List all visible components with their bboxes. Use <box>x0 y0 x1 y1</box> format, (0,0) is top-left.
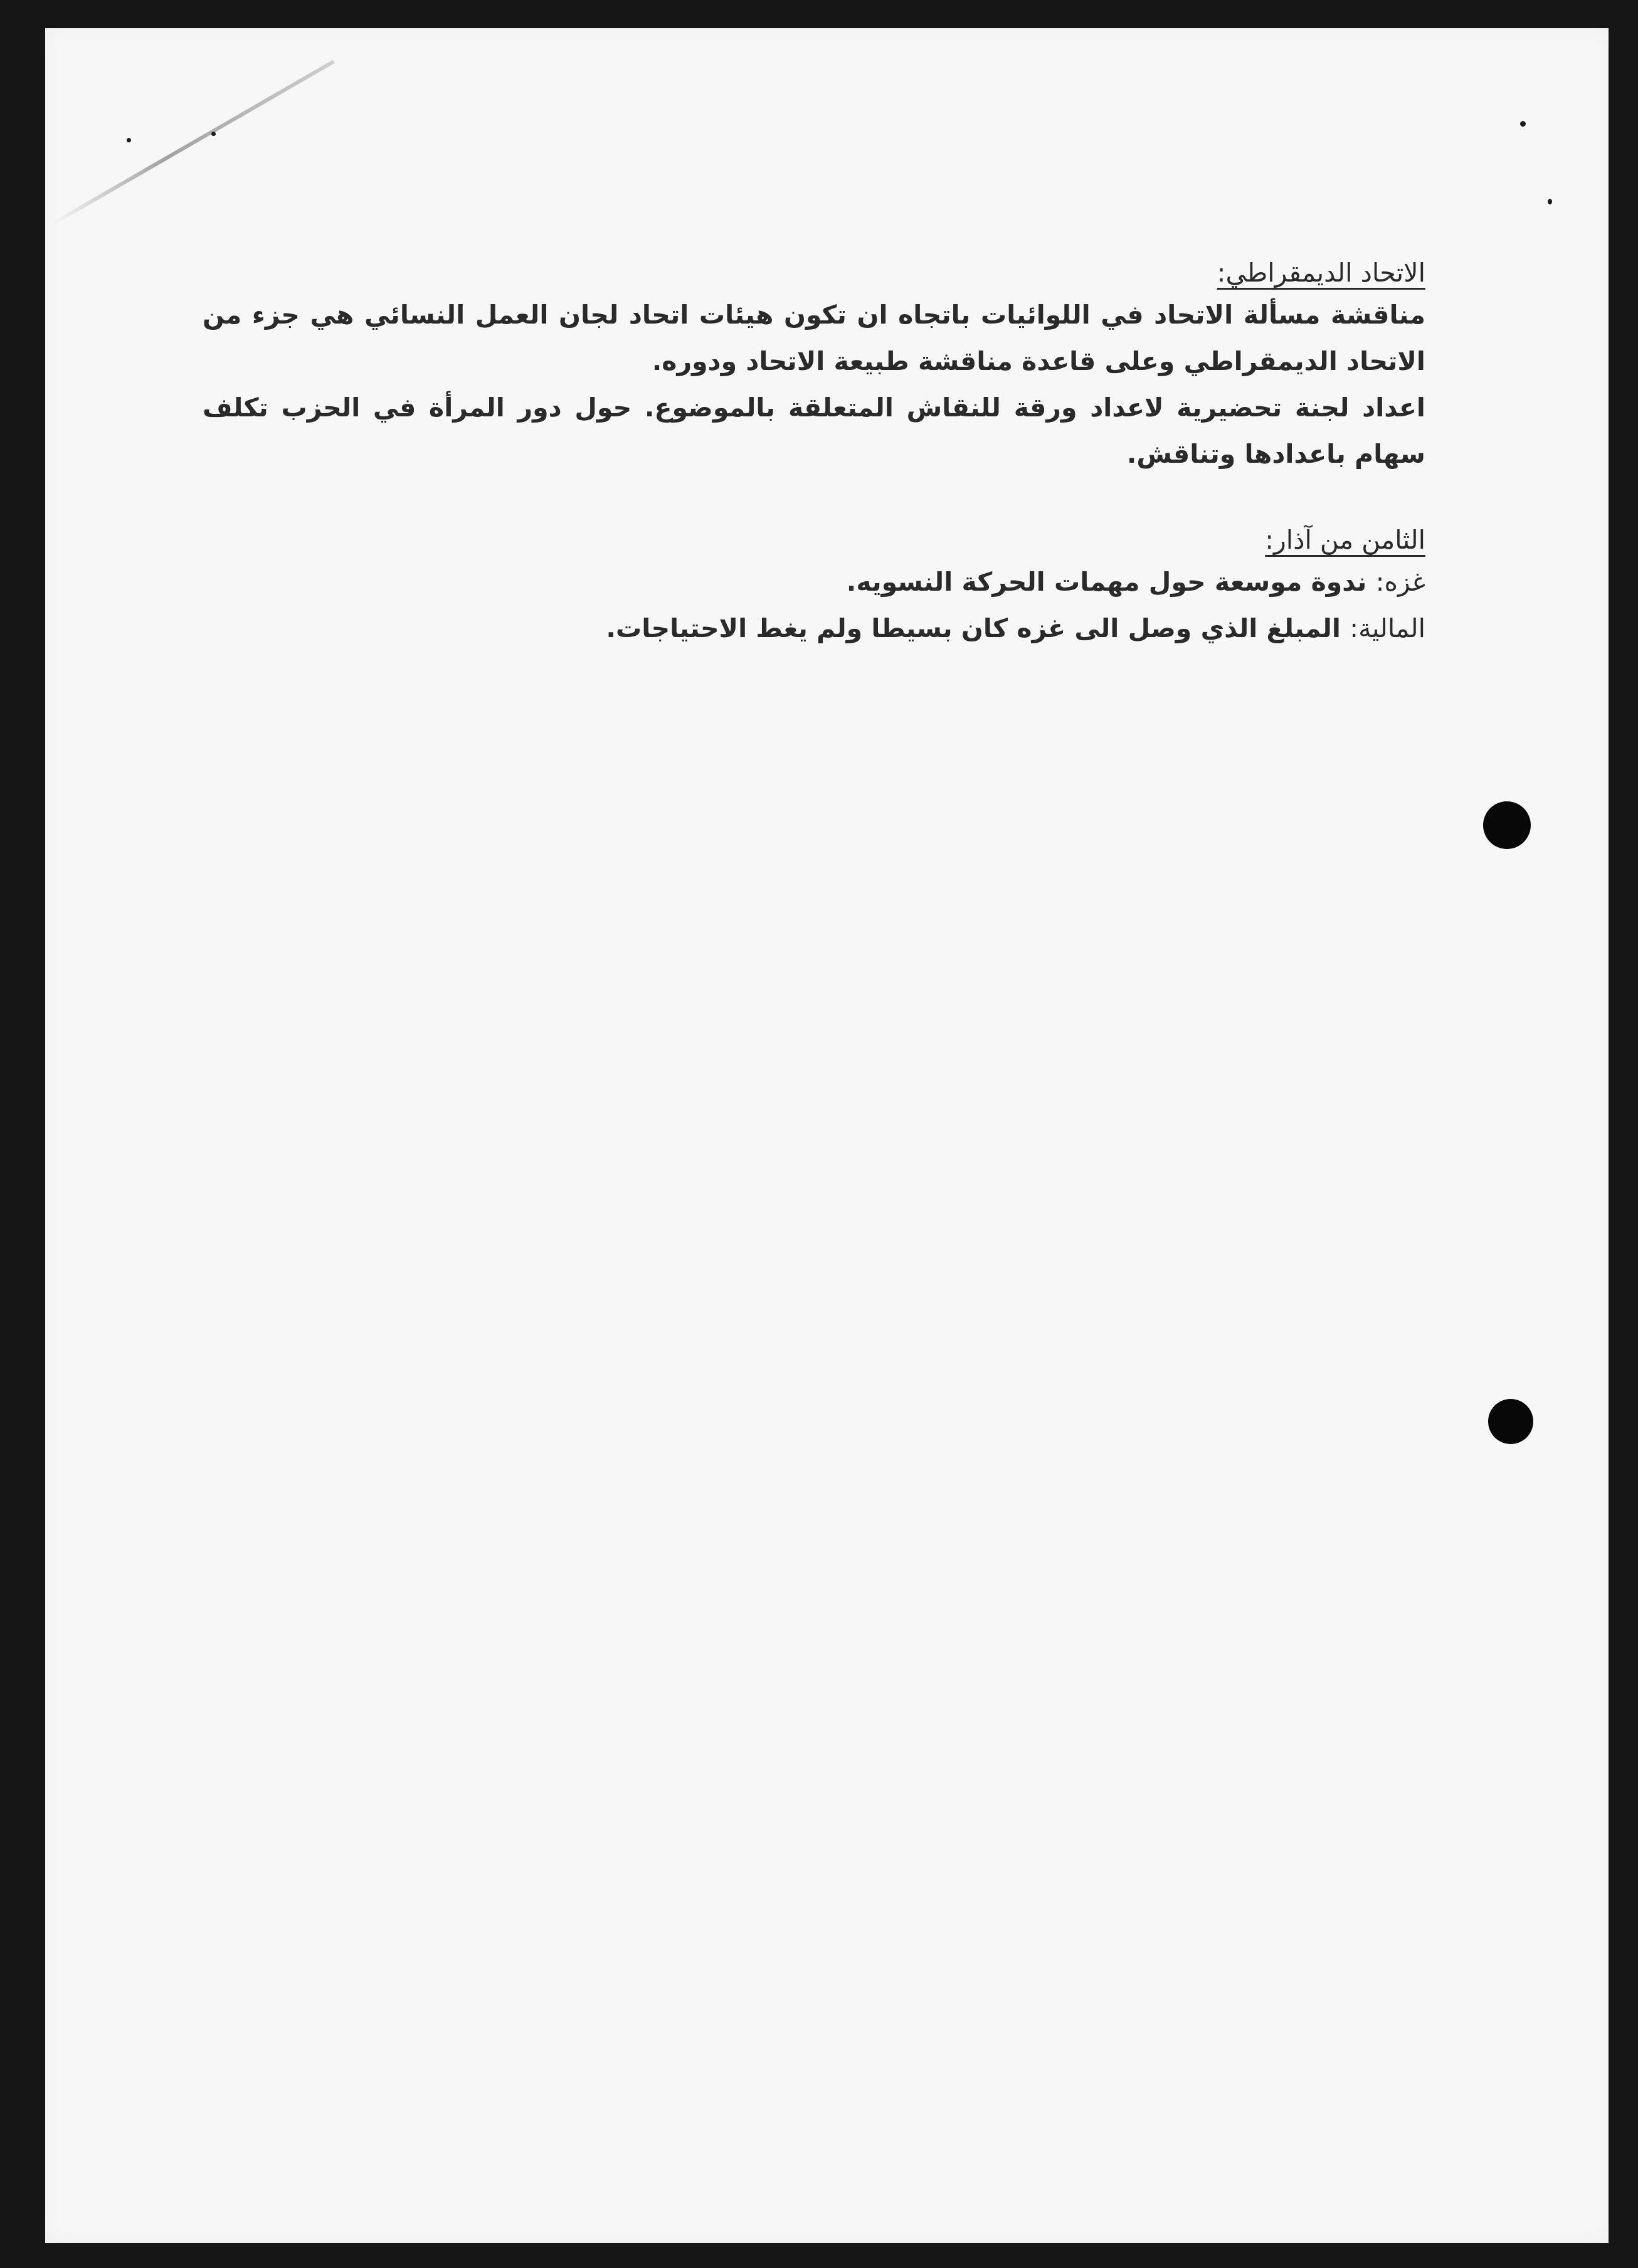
punch-hole <box>1488 1399 1533 1444</box>
list-item <box>203 559 1425 605</box>
section-heading: الاتحاد الديمقراطي: <box>1217 258 1425 288</box>
speck-mark <box>1548 199 1552 204</box>
body-paragraph: اعداد لجنة تحضيرية لاعداد ورقة للنقاش المتعلقة بالموضوع. حول دور المرأة في الحزب تكلف سهام باعدادها وتناقش. <box>203 393 1425 469</box>
item-label: غزه: <box>1375 567 1425 597</box>
section-democratic-union <box>203 254 1425 477</box>
list-item <box>203 605 1425 651</box>
pencil-smudge <box>51 60 335 226</box>
body-paragraph: مناقشة مسألة الاتحاد في اللوائيات باتجاه ان تكون هيئات اتحاد لجان العمل النسائي هي جزء من الاتحاد الديمقراطي وعلى قاعدة مناقشة طبيعة الاتحاد ودوره. <box>203 300 1425 376</box>
punch-hole <box>1483 801 1531 849</box>
section-spacer <box>203 477 1425 521</box>
speck-mark <box>1520 121 1526 127</box>
speck-mark <box>211 132 216 136</box>
document-body <box>203 254 1425 651</box>
item-text: ندوة موسعة حول مهمات الحركة النسويه. <box>846 567 1376 597</box>
item-text: المبلغ الذي وصل الى غزه كان بسيطا ولم يغط الاحتياجات. <box>606 613 1350 643</box>
item-label: المالية: <box>1350 613 1425 643</box>
section-march-eighth <box>203 521 1425 651</box>
section-heading: الثامن من آذار: <box>1265 525 1425 555</box>
paper-sheet <box>45 28 1609 2243</box>
speck-mark <box>127 138 131 142</box>
